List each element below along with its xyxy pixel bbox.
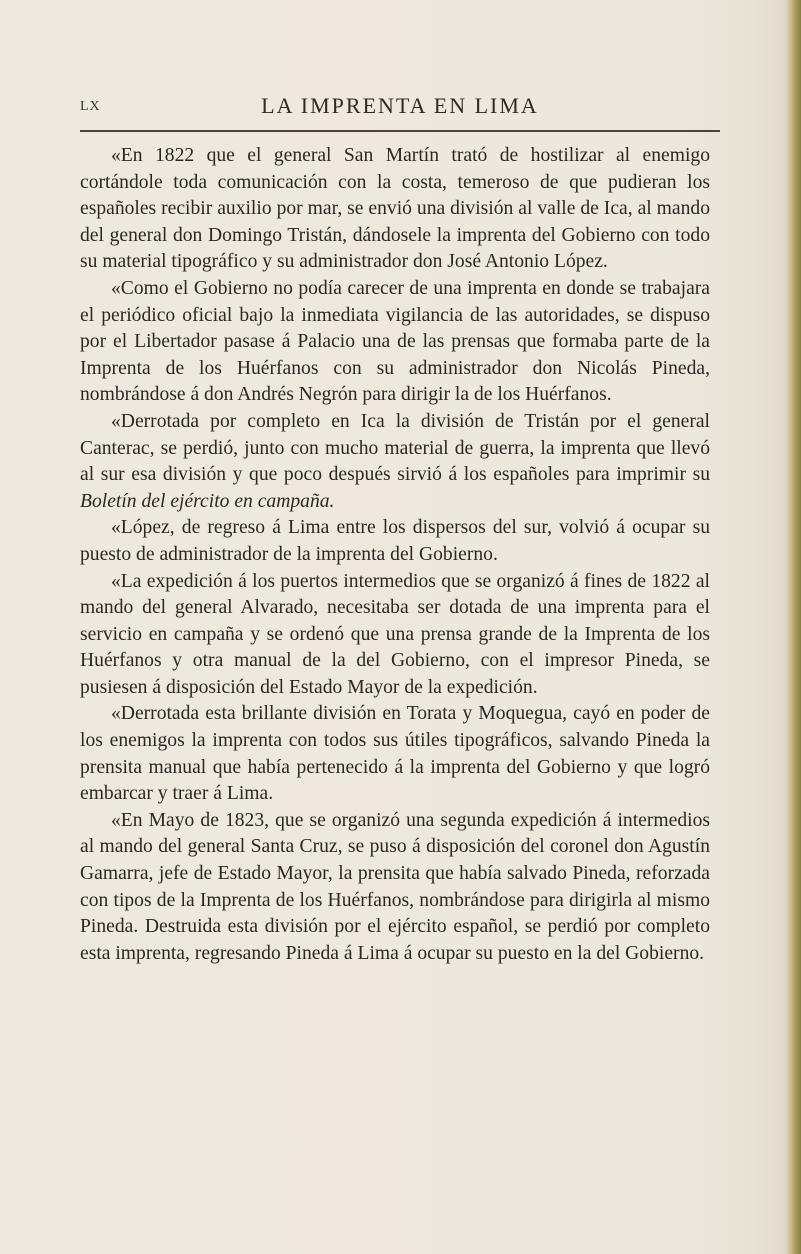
paragraph: «López, de regreso á Lima entre los dispersos del sur, volvió á ocupar su puesto de administrador de la imprenta del Gobierno. (80, 517, 710, 565)
paragraph: «Derrotada esta brillante división en Torata y Moquegua, cayó en poder de los enemigos la imprenta con todos sus útiles tipográficos, salvando Pineda la prensita manual que había pertenecido á la imprenta del Gobierno y que logró embarcar y traer á Lima. (80, 703, 710, 805)
page-number: LX (80, 99, 101, 114)
header-rule (80, 130, 720, 132)
italic-title: Boletín del ejército en campaña. (80, 490, 335, 512)
paragraph: «Como el Gobierno no podía carecer de una imprenta en donde se trabajara el periódico oficial bajo la inmediata vigilancia de las autoridades, se dispuso por el Libertador pasase á Palacio una de las prensas que formaba parte de la Imprenta de los Huérfanos con su administrador don Nicolás Pineda, nombrándose á don Andrés Negrón para dirigir la de los Huérfanos. (80, 277, 710, 406)
page-header (80, 93, 720, 123)
running-title: LA IMPRENTA EN LIMA (261, 93, 539, 118)
paragraph (80, 409, 710, 515)
page-edge (785, 0, 801, 1254)
paragraph: «La expedición á los puertos intermedios que se organizó á fines de 1822 al mando del general Alvarado, necesitaba ser dotada de una imprenta para el servicio en campaña y se ordenó que una prensa grande de la Imprenta de los Huérfanos y otra manual de la del Gobierno, con el impresor Pineda, se pusiesen á disposición del Estado Mayor de la expedición. (80, 570, 710, 698)
body-text (80, 143, 710, 967)
paragraph: «En Mayo de 1823, que se organizó una segunda expedición á intermedios al mando del general Santa Cruz, se puso á disposición del coronel don Agustín Gamarra, jefe de Estado Mayor, la prensita que había salvado Pineda, reforzada con tipos de la Imprenta de los Huérfanos, nombrándose para dirigirla al mismo Pineda. Destruida esta división por el ejército español, se perdió por completo esta imprenta, regresando Pineda á Lima á ocupar su puesto en la del Gobierno. (80, 809, 710, 964)
paragraph: «En 1822 que el general San Martín trató de hostilizar al enemigo cortándole toda comunicación con la costa, temeroso de que pudieran los españoles recibir auxilio por mar, se envió una división al valle de Ica, al mando del general don Domingo Tristán, dándosele la imprenta del Gobierno con todo su material tipográfico y su administrador don José Antonio López. (80, 145, 710, 273)
paragraph-text: «Derrotada por completo en Ica la división de Tristán por el general Canterac, se perdió, junto con mucho material de guerra, la imprenta que llevó al sur esa división y que poco después sirvió á los españoles para imprimir su (80, 410, 710, 486)
